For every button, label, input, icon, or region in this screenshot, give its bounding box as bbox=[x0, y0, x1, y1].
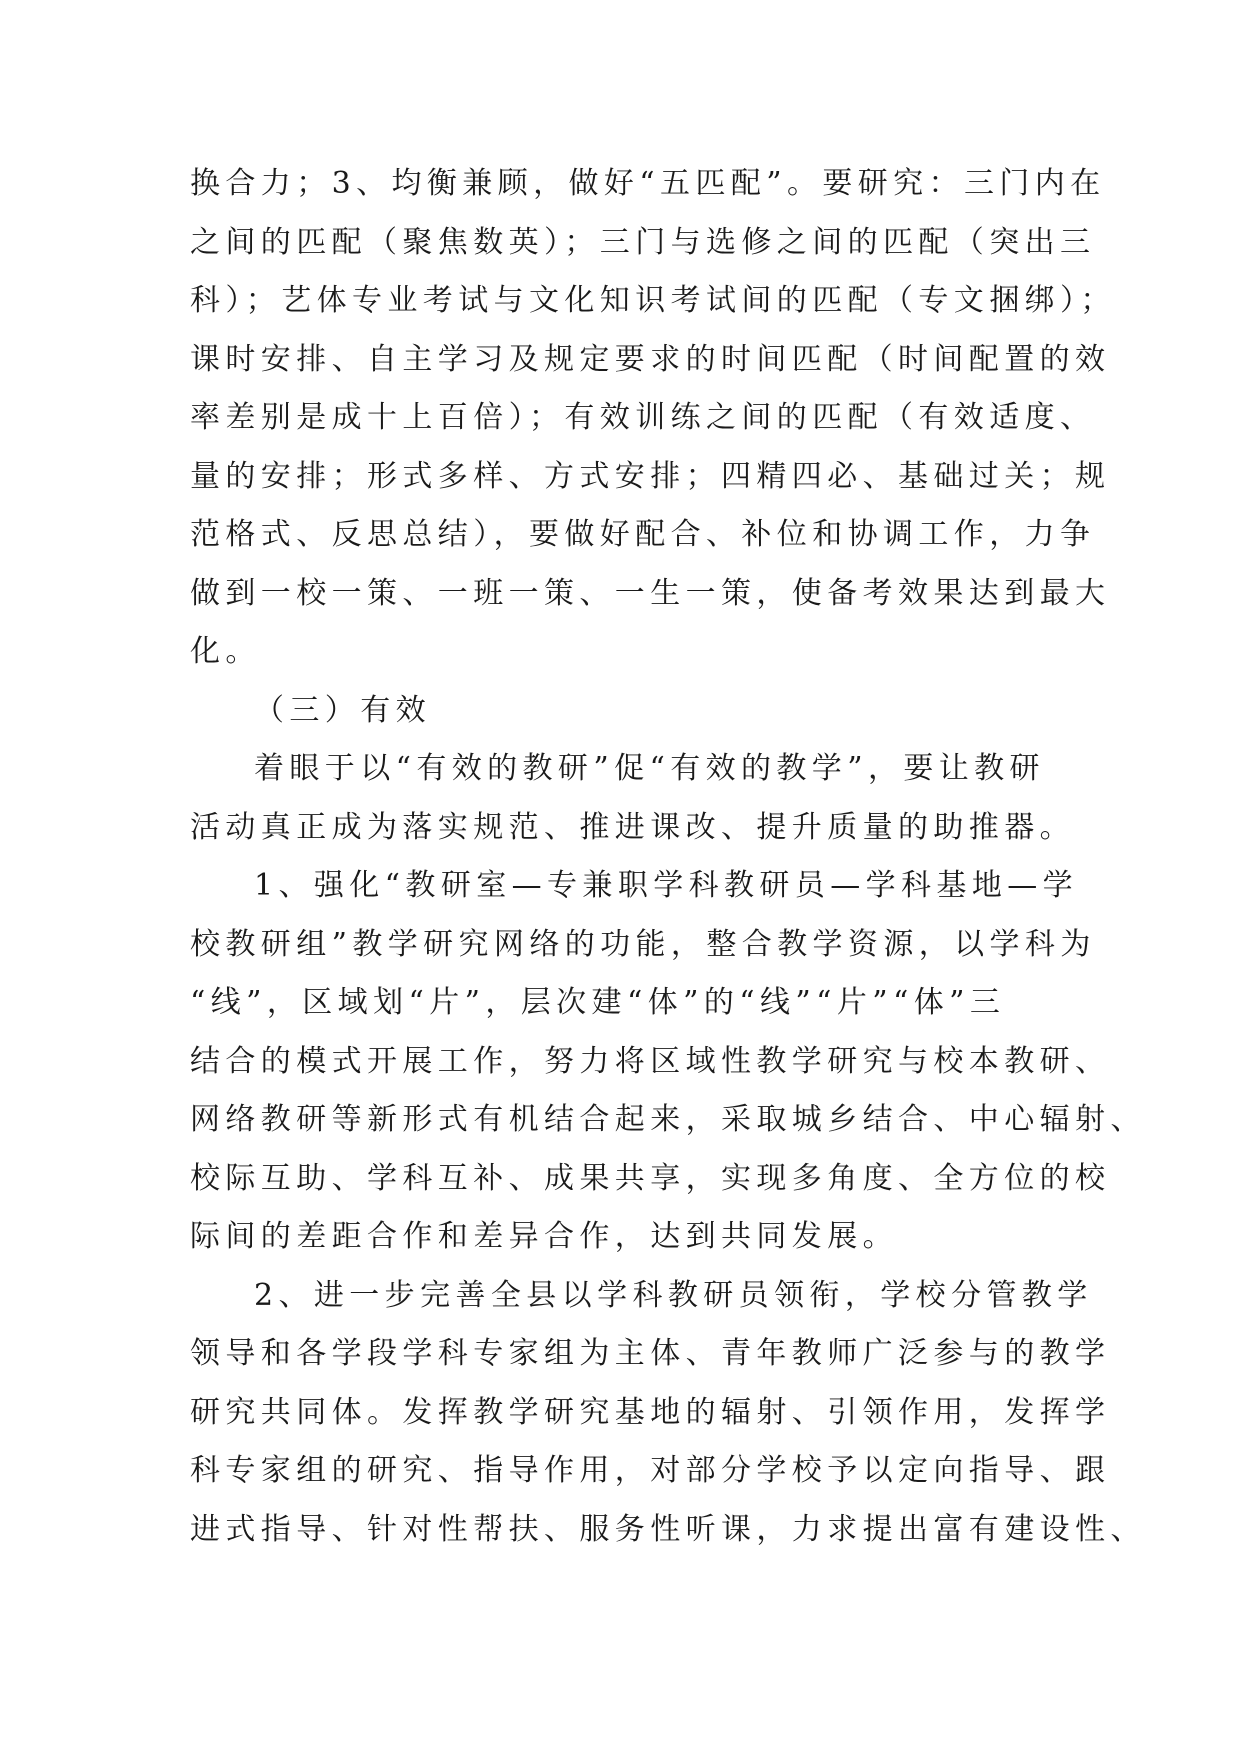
text-line: 科）；艺体专业考试与文化知识考试间的匹配（专文捆绑）； bbox=[190, 283, 1116, 318]
text-line: 范格式、反思总结），要做好配合、补位和协调工作，力争 bbox=[190, 517, 1096, 552]
text-line: “线”，区域划“片”，层次建“体”的“线”“片”“体”三 bbox=[190, 985, 1006, 1020]
document-body bbox=[190, 155, 1146, 1559]
text-line: 之间的匹配（聚焦数英）；三门与选修之间的匹配（突出三 bbox=[190, 224, 1096, 260]
text-line: 活动真正成为落实规范、推进课改、提升质量的助推器。 bbox=[190, 809, 1075, 845]
paragraph-start-line: 2、进一步完善全县以学科教研员领衔，学校分管教学 bbox=[254, 1277, 1093, 1313]
text-line: 校教研组”教学研究网络的功能，整合教学资源，以学科为 bbox=[190, 926, 1096, 962]
text-line: 化。 bbox=[190, 634, 261, 669]
text-line: 科专家组的研究、指导作用，对部分学校予以定向指导、跟 bbox=[190, 1453, 1111, 1488]
text-line: 换合力；3、均衡兼顾，做好“五匹配”。要研究：三门内在 bbox=[190, 166, 1106, 201]
text-line: 领导和各学段学科专家组为主体、青年教师广泛参与的教学 bbox=[190, 1336, 1111, 1371]
text-line: 做到一校一策、一班一策、一生一策，使备考效果达到最大 bbox=[190, 575, 1111, 611]
text-line: 研究共同体。发挥教学研究基地的辐射、引领作用，发挥学 bbox=[190, 1394, 1111, 1430]
paragraph-start-line: 着眼于以“有效的教研”促“有效的教学”，要让教研 bbox=[254, 751, 1045, 786]
text-line: 际间的差距合作和差异合作，达到共同发展。 bbox=[190, 1219, 898, 1254]
text-line: 课时安排、自主学习及规定要求的时间匹配（时间配置的效 bbox=[190, 341, 1111, 377]
text-line: 率差别是成十上百倍）；有效训练之间的匹配（有效适度、 bbox=[190, 400, 1096, 435]
text-line: 进式指导、针对性帮扶、服务性听课，力求提出富有建设性、 bbox=[190, 1511, 1146, 1547]
text-line: 网络教研等新形式有机结合起来，采取城乡结合、中心辐射、 bbox=[190, 1102, 1146, 1137]
text-line: 结合的模式开展工作，努力将区域性教学研究与校本教研、 bbox=[190, 1043, 1111, 1079]
text-line: 量的安排；形式多样、方式安排；四精四必、基础过关；规 bbox=[190, 458, 1111, 494]
section-heading: （三）有效 bbox=[254, 692, 431, 728]
text-line: 校际互助、学科互补、成果共享，实现多角度、全方位的校 bbox=[190, 1160, 1111, 1196]
paragraph-start-line: 1、强化“教研室—专兼职学科教研员—学科基地—学 bbox=[254, 868, 1079, 903]
